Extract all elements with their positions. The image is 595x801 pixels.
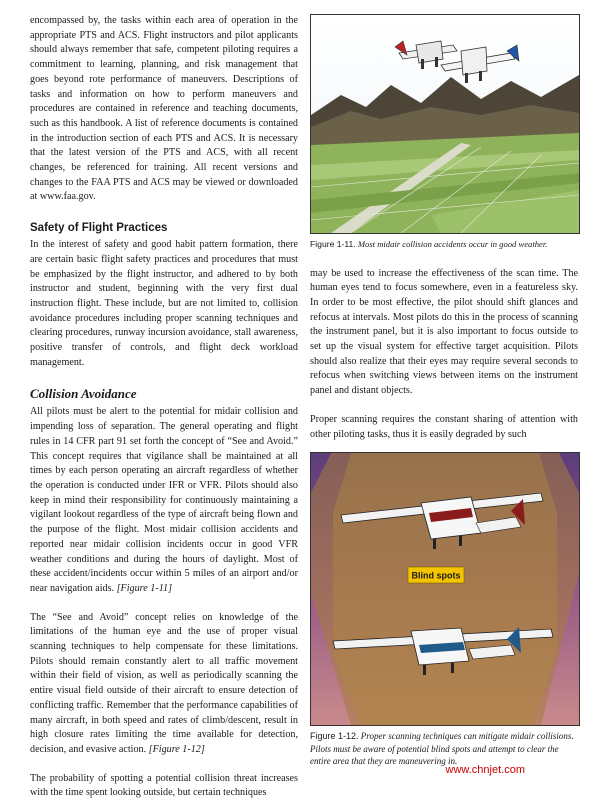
figure-1-11-label: Figure 1-11. [310, 239, 356, 249]
figure-1-12-label: Figure 1-12. [310, 731, 359, 742]
paragraph-collision-2: The “See and Avoid” concept relies on knowledge of the limitations of the human eye and the use of proper visual scanning techniques to help compensate for these limitations. Pilots should remain constantly alert to all traffic movement within their field of vision, as well as periodically scanning the entire visual field outside of their aircraft to ensure detection of conflicting traffic. Remember that the performance capabilities of many aircraft, in both speed and rates of climb/descent, result in high closure rates limiting the time available for detection, decision, and evasive action. [Figure 1-12] [30, 611, 298, 755]
figure-1-12-image [310, 452, 580, 726]
paragraph-collision-1: All pilots must be alert to the potential for midair collision and impending loss of separation. The general operating and flight rules in 14 CFR part 91 set forth the concept of “See and Avoid.” This concept requires that vigilance shall be maintained at all times by each person operating an aircraft regardless of whether the operation is conducted under IFR or VFR. Pilots should also keep in mind their responsibility for continuously maintaining a vigilant lookout regardless of the type of aircraft being flown and the purpose of the flight. Most midair collision accidents and reported near midair collision incidents occur in good VFR weather conditions and during the hours of daylight. Most of these accident/incidents occur within 5 miles of an airport and/or near navigation aids. [Figure 1-11] [30, 406, 298, 594]
figure-1-11-text: Most midair collision accidents occur in good weather. [357, 239, 548, 249]
blind-spots-illustration [311, 453, 579, 725]
figure-1-12-caption [310, 730, 578, 768]
figure-1-12-text: Proper scanning techniques can mitigate midair collisions. Pilots must be aware of potential blind spots and attempt to clear the entire area that they are maneuvering in. [310, 731, 574, 767]
figure-1-11-caption [310, 238, 578, 251]
paragraph-intro: encompassed by, the tasks within each area of operation in the appropriate PTS and ACS. Flight instructors and pilot applicants should always remember that safe, competent piloting requires a commitment to learning, planning, and risk management that goes beyond rote performance of maneuvers. Descriptions of tasks and information on how to perform maneuvers and procedures are contained in reference and teaching documents, such as this handbook. A list of reference documents is contained in the introduction section of each PTS and ACS. It is necessary that the latest version of the PTS and ACS, with all recent changes, be referenced for training. All recent versions and changes to the FAA PTS and ACS may be viewed or downloaded at www.faa.gov. [30, 15, 298, 203]
aircraft-over-farmland-illustration [311, 15, 579, 233]
paragraph-scan-time: may be used to increase the effectiveness of the scan time. The human eyes tend to focus somewhere, even in a featureless sky. In order to be most effective, the pilot should shift glances and refocus at intervals. Most pilots do this in the process of scanning the instrument panel, but it is also important to focus outside to set up the visual system for effective target acquisition. Pilots should also realize that their eyes may require several seconds to refocus when switching views between items on the instrument panel and distant objects. [310, 267, 578, 397]
right-column [310, 14, 578, 768]
figure-1-11-image [310, 14, 580, 234]
figure-1-12-reference: [Figure 1-12] [148, 743, 205, 755]
heading-safety-of-flight-practices: Safety of Flight Practices [30, 222, 168, 235]
blind-spots-label: Blind spots [411, 570, 461, 581]
heading-collision-avoidance: Collision Avoidance [30, 386, 137, 402]
paragraph-proper-scanning: Proper scanning requires the constant sharing of attention with other piloting tasks, thus it is easily degraded by such [310, 413, 578, 440]
watermark-text: www.chnjet.com [445, 764, 525, 776]
paragraph-collision-3: The probability of spotting a potential collision threat increases with the time spent looking outside, but certain techniques [30, 772, 298, 799]
left-column [30, 14, 298, 801]
figure-1-11-reference: [Figure 1-11] [116, 582, 173, 594]
paragraph-safety: In the interest of safety and good habit pattern formation, there are certain basic flight safety practices and procedures that must be emphasized by the flight instructor, and adhered to by both instructor and student, beginning with the very first dual instruction flight. These include, but are not limited to, collision avoidance procedures including proper scanning techniques and clearing procedures, runway incursion avoidance, stall awareness, positive transfer of controls, and flight deck workload management. [30, 239, 298, 368]
